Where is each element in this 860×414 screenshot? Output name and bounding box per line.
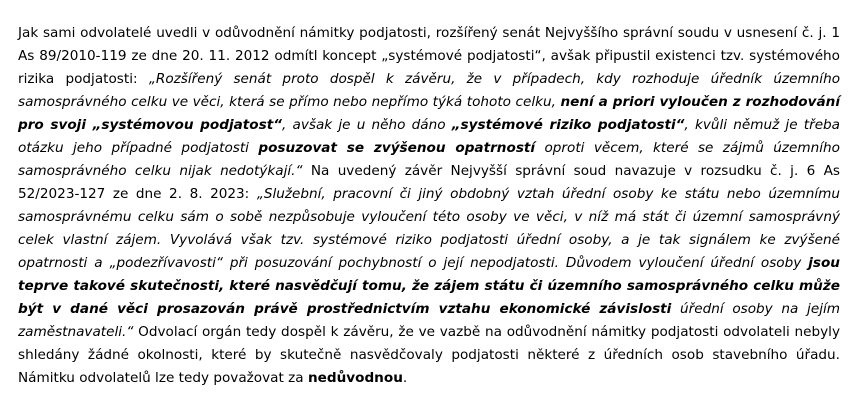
text-unfounded: nedůvodnou (307, 369, 403, 386)
quote-1-bold-increased-caution: posuzovat se zvýšenou opatrností (258, 139, 536, 156)
quote-2-bold-facts: jsou teprve takové skutečnosti, které nasvědčují tomu, že zájem státu či územního samosprávného celku může být v dané věci prosazován právě prostřednictvím vztahu ekonomické závislosti (18, 254, 840, 317)
quote-1-part-c: , avšak je u něho dáno (281, 116, 452, 133)
quote-judgment (18, 186, 840, 340)
text-conclusion: Odvolací orgán tedy dospěl k závěru, že ve vazbě na odůvodnění námitky podjatosti odvolateli nebyly shledány žádné okolnosti, které by skutečně nasvědčovaly podjatosti některé z úředních osob stavebního úřadu. Námitku odvolatelů lze tedy považovat za (18, 323, 840, 386)
text-judgment-reference: Na uvedený závěr Nejvyšší správní soud navazuje v rozsudku č. j. 6 As 52/2023-127 ze dne 2. 8. 2023: (18, 162, 840, 202)
quote-1-part-e: , kvůli němuž je třeba otázku jeho případné podjatosti (18, 116, 841, 156)
quote-1-bold-not-excluded: není a priori vyloučen z rozhodování pro svoji „systémovou podjatost“ (18, 93, 840, 133)
text-intro: Jak sami odvolatelé uvedli v odůvodnění námitky podjatosti, rozšířený senát Nejvyššího správní soudu v usnesení č. j. 1 As 89/2010-119 ze dne 20. 11. 2012 odmítl koncept „systémové podjatosti“, avšak připustil existenci tzv. systémového rizika podjatosti: (18, 24, 840, 87)
quote-1-bold-systemic-risk: „systémové riziko podjatosti“ (451, 116, 685, 133)
quote-1-part-g: oproti věcem, které se zájmů územního samosprávného celku nijak nedotýkají.“ (18, 139, 840, 179)
quote-2-part-a: „Služební, pracovní či jiný obdobný vztah úřední osoby ke státu nebo územnímu samosprávnému celku sám o sobě nezpůsobuje vyloučení této osoby ve věci, v níž má stát či územní samosprávný celek vlastní zájem. Vyvolává však tzv. systémové riziko podjatosti úřední osoby, a je tak signálem ke zvýšené opatrnosti a „podezřívavosti“ při posuzování pochybností o její nepodjatosti. Důvodem vyloučení úřední osoby (18, 185, 840, 271)
text-final-period: . (402, 369, 408, 386)
quote-1-part-a: „Rozšířený senát proto dospěl k závěru, že v případech, kdy rozhoduje úředník územního samosprávného celku ve věci, která se přímo nebo nepřímo týká tohoto celku, (18, 70, 841, 110)
document-paragraph (18, 22, 840, 390)
quote-2-part-c: úřední osoby na jejím zaměstnavateli.“ (18, 300, 840, 340)
